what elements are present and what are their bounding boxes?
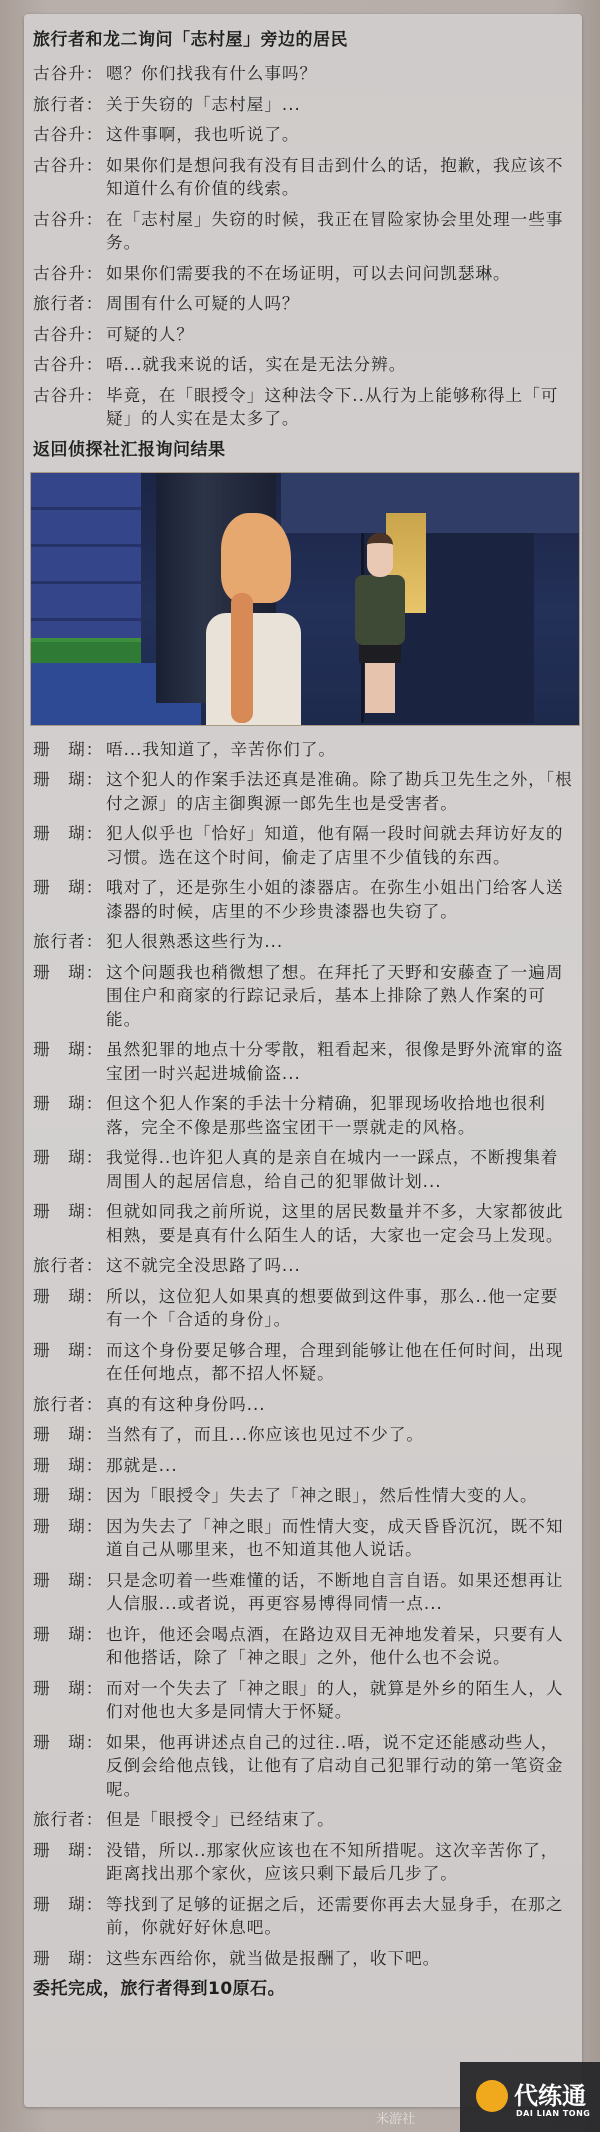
speaker-colon: ： xyxy=(85,1570,104,1590)
speaker-colon: ： xyxy=(85,1516,104,1536)
dialogue-line xyxy=(33,262,577,286)
speaker-name xyxy=(33,323,106,347)
dialogue-text: 而这个身份要足够合理，合理到能够让他在任何时间，出现在任何地点，都不招人怀疑。 xyxy=(106,1340,564,1383)
dialogue-text: 如果你们是想问我有没有目击到什么的话，抱歉，我应该不知道什么有价值的线索。 xyxy=(106,155,564,198)
speaker-name xyxy=(33,876,106,923)
dialogue-line xyxy=(33,1285,577,1332)
speaker-name xyxy=(33,1893,106,1940)
speaker-colon: ： xyxy=(85,1624,104,1644)
dialogue-text: 但就如同我之前所说，这里的居民数量并不多，大家都彼此相熟，要是真有什么陌生人的话，大家也一定会马上发现。 xyxy=(106,1202,564,1245)
speaker-name xyxy=(33,1515,106,1562)
speaker-colon: ： xyxy=(85,1202,104,1221)
dialogue-line xyxy=(33,1038,577,1085)
dialogue-text: 而对一个失去了「神之眼」的人，就算是外乡的陌生人，人们对他也大多是同情大于怀疑。 xyxy=(106,1678,564,1721)
speaker-colon: ： xyxy=(85,878,104,897)
speaker-colon: ： xyxy=(85,94,104,114)
speaker-name xyxy=(33,1146,106,1193)
speaker-colon: ： xyxy=(85,962,104,982)
dialogue-text: 这件事啊，我也听说了。 xyxy=(106,125,300,144)
dialogue-line xyxy=(33,123,577,147)
speaker-label: 珊 瑚 xyxy=(33,1840,86,1860)
source-watermark: 米游社 xyxy=(376,2112,416,2127)
dialogue-line xyxy=(33,93,577,117)
dialogue-text: 所以，这位犯人如果真的想要做到这件事，那么..他一定要有一个「合适的身份」。 xyxy=(106,1286,559,1329)
speaker-colon: ： xyxy=(85,1094,104,1113)
speaker-name xyxy=(33,353,106,377)
dialogue-text: 因为「眼授令」失去了「神之眼」，然后性情大变的人。 xyxy=(106,1486,538,1505)
dialogue-text: 犯人似乎也「恰好」知道，他有隔一段时间就去拜访好友的习惯。选在这个时间，偷走了店里不少值钱的东西。 xyxy=(106,824,564,867)
dialogue-line xyxy=(33,1339,577,1386)
dialogue-line xyxy=(33,292,577,316)
speaker-name xyxy=(33,822,106,869)
speaker-name xyxy=(33,1677,106,1724)
dialogue-text: 周围有什么可疑的人吗？ xyxy=(106,294,300,313)
speaker-colon: ： xyxy=(85,824,104,843)
speaker-name xyxy=(33,1254,106,1278)
speaker-label: 珊 瑚 xyxy=(33,1948,86,1968)
dialogue-line xyxy=(33,1515,577,1562)
speaker-colon: ： xyxy=(85,1840,104,1860)
dialogue-text: 如果你们需要我的不在场证明，可以去问问凯瑟琳。 xyxy=(106,263,511,283)
dialogue-line xyxy=(33,154,577,201)
speaker-label: 旅行者 xyxy=(33,1810,86,1829)
dialogue-text: 唔...就我来说的话，实在是无法分辨。 xyxy=(106,355,407,374)
speaker-name xyxy=(33,1569,106,1616)
speaker-name xyxy=(33,1423,106,1447)
speaker-label: 珊 瑚 xyxy=(33,1425,86,1444)
speaker-name xyxy=(33,262,106,286)
dialogue-line xyxy=(33,1731,577,1802)
speaker-name xyxy=(33,1393,106,1417)
cat-banner xyxy=(281,473,579,533)
speaker-label: 古谷升 xyxy=(33,324,86,344)
dialogue-text: 没错，所以..那家伙应该也在不知所措呢。这次辛苦你了，距离找出那个家伙，应该只剩下最后几步了。 xyxy=(106,1840,559,1883)
speaker-label: 珊 瑚 xyxy=(33,1894,86,1914)
speaker-colon: ： xyxy=(85,1455,104,1475)
dialogue-text: 等找到了足够的证据之后，还需要你再去大显身手，在那之前，你就好好休息吧。 xyxy=(106,1894,564,1937)
speaker-colon: ： xyxy=(85,324,104,344)
dialogue-line xyxy=(33,738,577,762)
dialogue-text: 毕竟，在「眼授令」这种法令下..从行为上能够称得上「可疑」的人实在是太多了。 xyxy=(106,385,559,428)
dialogue-text: 真的有这种身份吗... xyxy=(106,1394,266,1414)
brand-name-en: DAI LIAN TONG xyxy=(516,2109,591,2118)
speaker-name xyxy=(33,123,106,147)
speaker-name xyxy=(33,1038,106,1085)
speaker-name xyxy=(33,1623,106,1670)
dialogue-text: 在「志村屋」失窃的时候，我正在冒险家协会里处理一些事务。 xyxy=(106,209,564,252)
dialogue-line xyxy=(33,323,577,347)
speaker-label: 珊 瑚 xyxy=(33,739,86,759)
speaker-label: 古谷升 xyxy=(33,155,86,175)
speaker-colon: ： xyxy=(85,1425,104,1444)
sango-character xyxy=(349,533,409,713)
dialogue-line xyxy=(33,1092,577,1139)
speaker-name xyxy=(33,384,106,431)
dialogue-text: 唔...我知道了，辛苦你们了。 xyxy=(106,739,336,759)
speaker-name xyxy=(33,1731,106,1802)
speaker-colon: ： xyxy=(85,155,104,175)
dialogue-line xyxy=(33,1454,577,1478)
dialogue-line xyxy=(33,1623,577,1670)
speaker-label: 旅行者 xyxy=(33,1256,86,1275)
dialogue-text: 这不就完全没思路了吗... xyxy=(106,1256,301,1275)
speaker-label: 珊 瑚 xyxy=(33,1340,86,1360)
conclusion-text: 委托完成，旅行者得到10原石。 xyxy=(33,1979,286,1999)
speaker-label: 珊 瑚 xyxy=(33,1094,86,1113)
dialogue-text: 犯人很熟悉这些行为... xyxy=(106,932,284,951)
speaker-name xyxy=(33,154,106,201)
speaker-colon: ： xyxy=(85,1286,104,1306)
dialogue-text: 如果，他再讲述点自己的过往..唔，说不定还能感动些人，反倒会给他点钱，让他有了启动自己犯罪行动的第一笔资金呢。 xyxy=(106,1732,564,1799)
speaker-name xyxy=(33,1454,106,1478)
speaker-label: 珊 瑚 xyxy=(33,1486,86,1505)
speaker-name xyxy=(33,208,106,255)
speaker-colon: ： xyxy=(85,1256,104,1275)
traveler-character xyxy=(201,513,316,725)
section-title: 旅行者和龙二询问「志村屋」旁边的居民 xyxy=(33,30,348,50)
dialogue-line xyxy=(33,930,577,954)
speaker-label: 古谷升 xyxy=(33,355,86,374)
speaker-colon: ： xyxy=(85,1678,104,1698)
speaker-name xyxy=(33,292,106,316)
dialogue-line xyxy=(33,1146,577,1193)
speaker-name xyxy=(33,1339,106,1386)
speaker-name xyxy=(33,1839,106,1886)
dialogue-line xyxy=(33,1423,577,1447)
dialogue-line xyxy=(33,353,577,377)
speaker-name xyxy=(33,1808,106,1832)
dialogue-text: 嗯？你们找我有什么事吗？ xyxy=(106,64,318,83)
speaker-label: 珊 瑚 xyxy=(33,1516,86,1536)
speaker-label: 珊 瑚 xyxy=(33,1148,86,1167)
dialogue-list xyxy=(33,62,577,431)
speaker-label: 珊 瑚 xyxy=(33,878,86,897)
speaker-label: 古谷升 xyxy=(33,263,86,283)
speaker-name xyxy=(33,1092,106,1139)
speaker-colon: ： xyxy=(85,739,104,759)
speaker-colon: ： xyxy=(85,1810,104,1829)
dialogue-line xyxy=(33,1200,577,1247)
speaker-colon: ： xyxy=(85,1148,104,1167)
speaker-label: 古谷升 xyxy=(33,385,86,405)
brand-name: 代练通 xyxy=(514,2082,586,2110)
speaker-colon: ： xyxy=(85,1948,104,1968)
speaker-label: 珊 瑚 xyxy=(33,962,86,982)
speaker-colon: ： xyxy=(85,1040,104,1059)
dialogue-line xyxy=(33,208,577,255)
speaker-label: 珊 瑚 xyxy=(33,770,86,789)
speaker-name xyxy=(33,1484,106,1508)
dialogue-list xyxy=(33,738,577,1971)
dialogue-text: 可疑的人？ xyxy=(106,324,194,344)
dialogue-line xyxy=(33,822,577,869)
brand-watermark xyxy=(460,2062,600,2132)
speaker-label: 旅行者 xyxy=(33,1394,86,1414)
speaker-colon: ： xyxy=(85,263,104,283)
speaker-label: 珊 瑚 xyxy=(33,824,86,843)
speaker-label: 珊 瑚 xyxy=(33,1040,86,1059)
speaker-colon: ： xyxy=(85,125,104,144)
speaker-label: 旅行者 xyxy=(33,932,86,951)
article-card xyxy=(24,14,582,2107)
speaker-colon: ： xyxy=(85,1732,104,1752)
speaker-name xyxy=(33,930,106,954)
speaker-colon: ： xyxy=(85,209,104,229)
speaker-colon: ： xyxy=(85,932,104,951)
dialogue-text: 当然有了，而且...你应该也见过不少了。 xyxy=(106,1425,424,1444)
game-screenshot xyxy=(30,472,580,726)
speaker-colon: ： xyxy=(85,1486,104,1505)
dialogue-text: 只是念叨着一些难懂的话，不断地自言自语。如果还想再让人信服...或者说，再更容易博得同情一点... xyxy=(106,1570,564,1613)
speaker-colon: ： xyxy=(85,1894,104,1914)
speaker-label: 旅行者 xyxy=(33,94,86,114)
speaker-label: 珊 瑚 xyxy=(33,1570,86,1590)
speaker-label: 珊 瑚 xyxy=(33,1286,86,1306)
dialogue-line xyxy=(33,384,577,431)
speaker-colon: ： xyxy=(85,770,104,789)
section-title: 返回侦探社汇报询问结果 xyxy=(33,439,226,460)
speaker-label: 珊 瑚 xyxy=(33,1732,86,1752)
speaker-label: 古谷升 xyxy=(33,64,86,83)
dialogue-text: 哦对了，还是弥生小姐的漆器店。在弥生小姐出门给客人送漆器的时候，店里的不少珍贵漆器也失窃了。 xyxy=(106,878,564,921)
dialogue-text: 也许，他还会喝点酒，在路边双目无神地发着呆，只要有人和他搭话，除了「神之眼」之外，他什么也不会说。 xyxy=(106,1624,564,1667)
dialogue-line xyxy=(33,961,577,1032)
speaker-label: 珊 瑚 xyxy=(33,1678,86,1698)
dialogue-line xyxy=(33,1893,577,1940)
speaker-name xyxy=(33,768,106,815)
dialogue-line xyxy=(33,1808,577,1832)
speaker-label: 古谷升 xyxy=(33,209,86,229)
dialogue-text: 因为失去了「神之眼」而性情大变，成天昏昏沉沉，既不知道自己从哪里来，也不知道其他人说话。 xyxy=(106,1516,564,1559)
dialogue-line xyxy=(33,1677,577,1724)
article-content xyxy=(33,28,577,2011)
speaker-label: 珊 瑚 xyxy=(33,1202,86,1221)
dialogue-line xyxy=(33,1947,577,1971)
dialogue-line xyxy=(33,876,577,923)
speaker-colon: ： xyxy=(85,1394,104,1414)
speaker-colon: ： xyxy=(85,1340,104,1360)
dialogue-text: 这个犯人的作案手法还真是准确。除了勘兵卫先生之外，「根付之源」的店主御舆源一郎先生也是受害者。 xyxy=(106,770,573,813)
dialogue-text: 关于失窃的「志村屋」... xyxy=(106,94,301,114)
speaker-name xyxy=(33,1200,106,1247)
speaker-name xyxy=(33,961,106,1032)
dialogue-text: 这个问题我也稍微想了想。在拜托了天野和安藤查了一遍周围住户和商家的行踪记录后，基本上排除了熟人作案的可能。 xyxy=(106,962,564,1029)
dialogue-line xyxy=(33,1569,577,1616)
dialogue-line xyxy=(33,1393,577,1417)
speaker-name xyxy=(33,738,106,762)
speaker-colon: ： xyxy=(85,294,104,313)
speaker-name xyxy=(33,93,106,117)
dialogue-text: 我觉得..也许犯人真的是亲自在城内一一踩点，不断搜集着周围人的起居信息，给自己的犯罪做计划... xyxy=(106,1148,559,1191)
dialogue-text: 虽然犯罪的地点十分零散，粗看起来，很像是野外流窜的盗宝团一时兴起进城偷盗... xyxy=(106,1040,564,1083)
speaker-name xyxy=(33,1285,106,1332)
brand-logo-icon xyxy=(476,2080,508,2112)
dialogue-line xyxy=(33,1254,577,1278)
speaker-colon: ： xyxy=(85,385,104,405)
speaker-label: 珊 瑚 xyxy=(33,1624,86,1644)
speaker-colon: ： xyxy=(85,64,104,83)
speaker-label: 旅行者 xyxy=(33,294,86,313)
dialogue-line xyxy=(33,1839,577,1886)
dialogue-line xyxy=(33,62,577,86)
speaker-name xyxy=(33,1947,106,1971)
dialogue-line xyxy=(33,768,577,815)
speaker-name xyxy=(33,62,106,86)
dialogue-text: 但这个犯人作案的手法十分精确，犯罪现场收拾地也很利落，完全不像是那些盗宝团干一票就走的风格。 xyxy=(106,1094,546,1137)
speaker-label: 珊 瑚 xyxy=(33,1455,86,1475)
dialogue-text: 但是「眼授令」已经结束了。 xyxy=(106,1810,335,1829)
dialogue-line xyxy=(33,1484,577,1508)
dialogue-text: 这些东西给你，就当做是报酬了，收下吧。 xyxy=(106,1948,441,1968)
speaker-colon: ： xyxy=(85,355,104,374)
speaker-label: 古谷升 xyxy=(33,125,86,144)
dialogue-text: 那就是... xyxy=(106,1455,178,1475)
